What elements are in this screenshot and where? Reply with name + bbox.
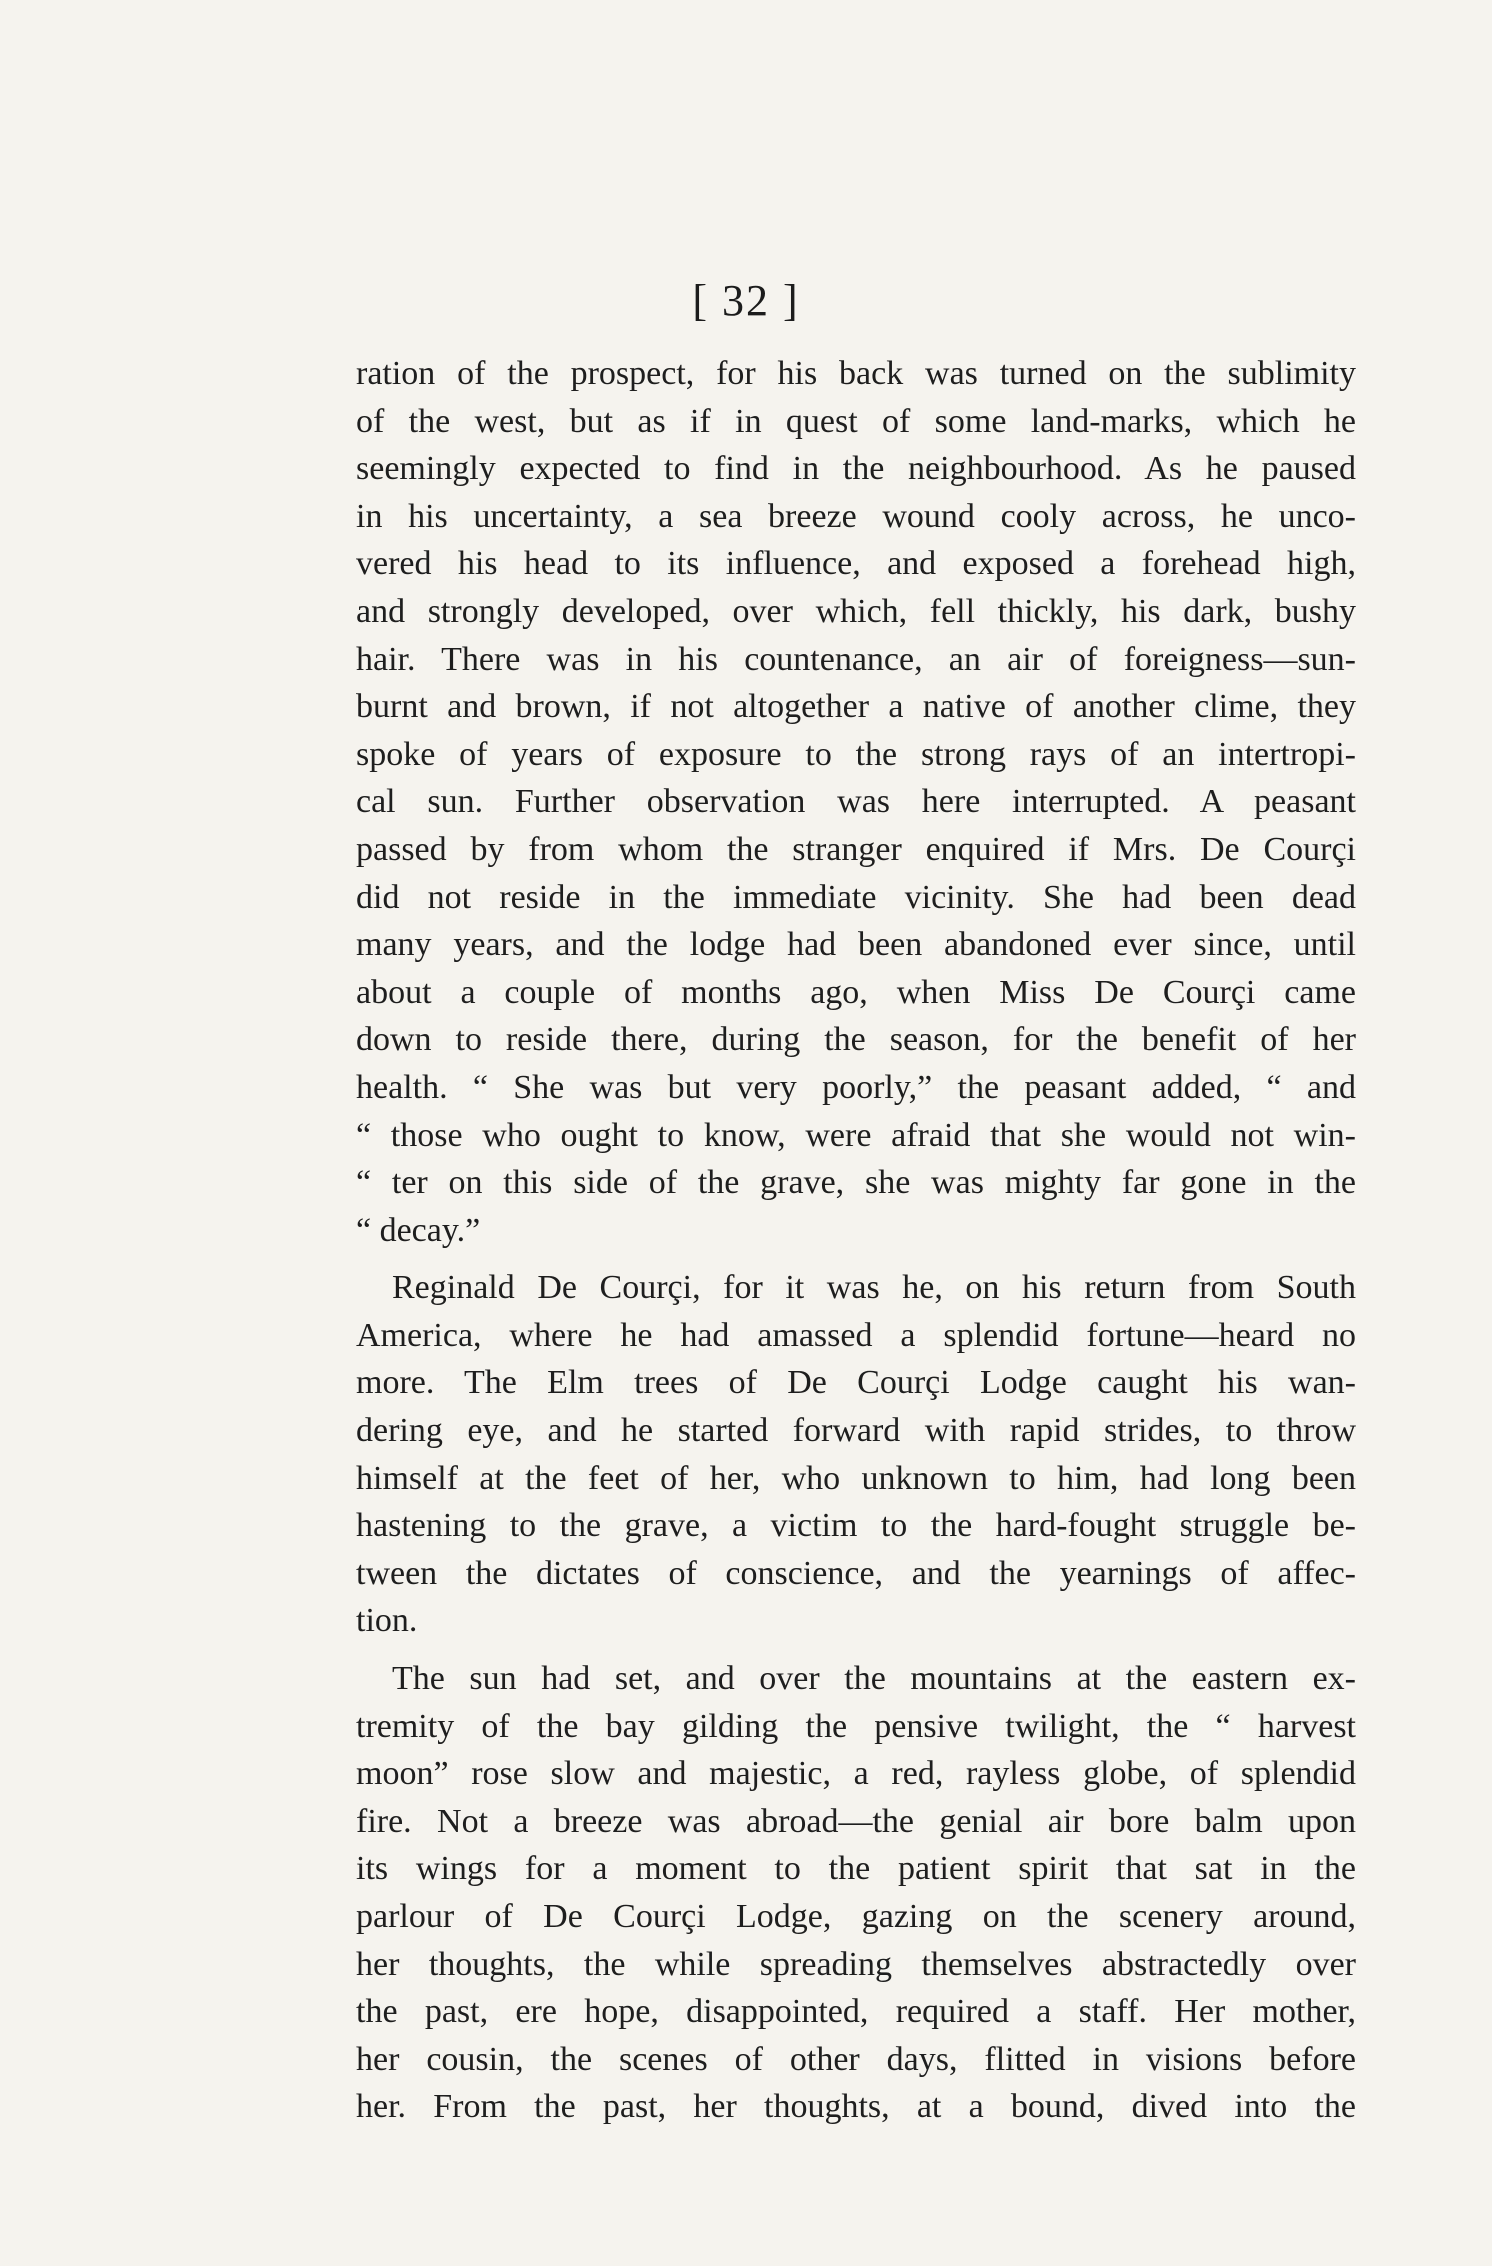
page-number: [ 32 ] bbox=[692, 276, 800, 325]
text-line: tremity of the bay gilding the pensive twilight, the “ harvest bbox=[356, 1707, 1356, 1745]
text-line: down to reside there, during the season, for the benefit of her bbox=[356, 1021, 1356, 1059]
text-line: The sun had set, and over the mountains at the eastern ex- bbox=[392, 1660, 1356, 1698]
paragraph-spacer bbox=[356, 1254, 1356, 1264]
text-line: vered his head to its influence, and exposed a forehead high, bbox=[356, 545, 1356, 583]
body-text bbox=[356, 350, 1356, 2131]
text-line: her thoughts, the while spreading themselves abstractedly over bbox=[356, 1945, 1356, 1983]
text-line: the past, ere hope, disappointed, required a staff. Her mother, bbox=[356, 1993, 1356, 2031]
text-line: “ ter on this side of the grave, she was mighty far gone in the bbox=[356, 1164, 1356, 1202]
text-line: dering eye, and he started forward with rapid strides, to throw bbox=[356, 1412, 1356, 1450]
text-line: passed by from whom the stranger enquired if Mrs. De Courçi bbox=[356, 830, 1356, 868]
text-line: hastening to the grave, a victim to the hard-fought struggle be- bbox=[356, 1507, 1356, 1545]
text-line: and strongly developed, over which, fell thickly, his dark, bushy bbox=[356, 592, 1356, 630]
text-line: her cousin, the scenes of other days, flitted in visions before bbox=[356, 2040, 1356, 2078]
text-line: tween the dictates of conscience, and the yearnings of affec- bbox=[356, 1554, 1356, 1592]
text-line: fire. Not a breeze was abroad—the genial air bore balm upon bbox=[356, 1802, 1356, 1840]
text-line: many years, and the lodge had been abandoned ever since, until bbox=[356, 926, 1356, 964]
paragraph-2 bbox=[356, 1264, 1356, 1645]
text-line: its wings for a moment to the patient spirit that sat in the bbox=[356, 1850, 1356, 1888]
text-line: ration of the prospect, for his back was turned on the sublimity bbox=[356, 355, 1356, 392]
text-line: cal sun. Further observation was here interrupted. A peasant bbox=[356, 783, 1356, 821]
text-line: “ those who ought to know, were afraid that she would not win- bbox=[356, 1116, 1356, 1154]
text-line: hair. There was in his countenance, an air of foreigness—sun- bbox=[356, 640, 1356, 678]
paragraph-1 bbox=[356, 350, 1356, 1254]
text-line: Reginald De Courçi, for it was he, on his return from South bbox=[392, 1269, 1356, 1307]
text-line: her. From the past, her thoughts, at a bound, dived into the bbox=[356, 2088, 1356, 2126]
text-line: in his uncertainty, a sea breeze wound cooly across, he unco- bbox=[356, 497, 1356, 535]
text-line: parlour of De Courçi Lodge, gazing on the scenery around, bbox=[356, 1898, 1356, 1935]
text-line: health. “ She was but very poorly,” the peasant added, “ and bbox=[356, 1068, 1356, 1106]
text-line: about a couple of months ago, when Miss De Courçi came bbox=[356, 973, 1356, 1011]
text-line: spoke of years of exposure to the strong rays of an intertropi- bbox=[356, 735, 1356, 773]
text-line: moon” rose slow and majestic, a red, rayless globe, of splendid bbox=[356, 1755, 1356, 1793]
text-line: himself at the feet of her, who unknown to him, had long been bbox=[356, 1459, 1356, 1497]
text-line: of the west, but as if in quest of some land-marks, which he bbox=[356, 402, 1356, 440]
text-line: “ decay.” bbox=[356, 1211, 481, 1249]
paragraph-spacer bbox=[356, 1645, 1356, 1655]
text-line: seemingly expected to find in the neighbourhood. As he paused bbox=[356, 450, 1356, 488]
text-line: did not reside in the immediate vicinity. She had been dead bbox=[356, 878, 1356, 916]
text-line: America, where he had amassed a splendid fortune—heard no bbox=[356, 1316, 1356, 1354]
text-line: burnt and brown, if not altogether a native of another clime, they bbox=[356, 688, 1356, 726]
text-line: more. The Elm trees of De Courçi Lodge caught his wan- bbox=[356, 1364, 1356, 1402]
paragraph-3 bbox=[356, 1655, 1356, 2131]
text-line: tion. bbox=[356, 1602, 418, 1640]
